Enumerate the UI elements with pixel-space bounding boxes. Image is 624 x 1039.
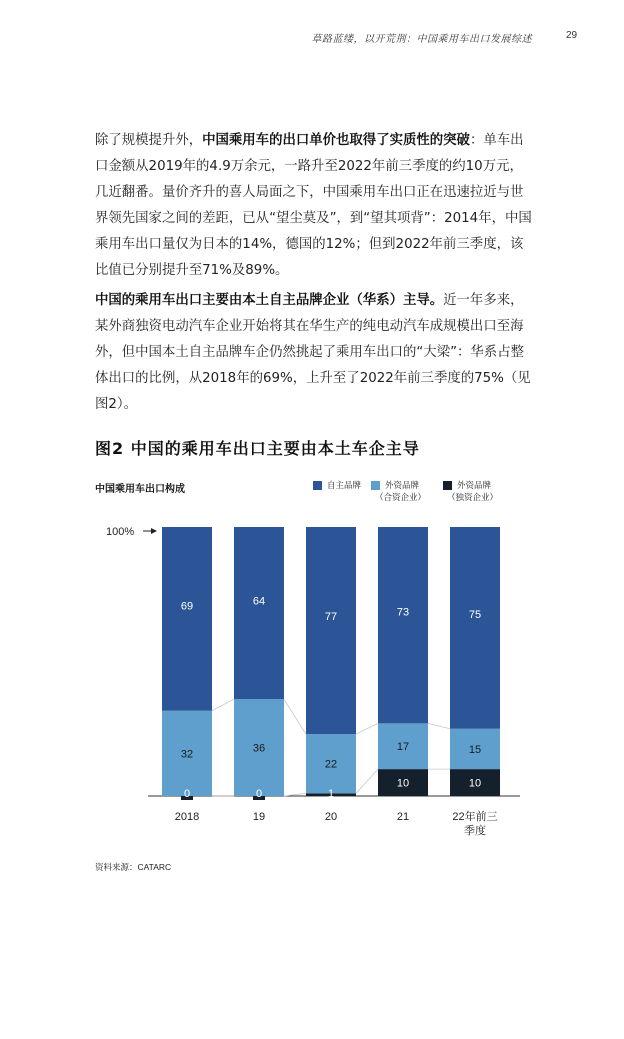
connector-line	[428, 723, 450, 728]
data-label: 22	[324, 758, 338, 771]
x-tick-label: 季度	[464, 825, 486, 837]
page-number: 29	[566, 30, 578, 41]
bar-segment	[450, 527, 500, 729]
legend-sublabel: （独资企业）	[447, 493, 499, 503]
legend-label: 外资品牌	[385, 481, 420, 491]
source-note: 资料来源：CATARC	[95, 862, 172, 872]
paragraph-body: 近一年多来，某外商独资电动汽车企业开始将其在华生产的纯电动汽车成规模出口至海外，但中国本土自主品牌车企仍然挑起了乘用车出口的“大梁”：华系占整体出口的比例，从2018年的69%，上升至了2022年前三季度的75%（见图2）。	[95, 293, 531, 412]
bar-segment	[378, 527, 428, 723]
chart-plot-area	[148, 527, 520, 837]
data-label: 10	[468, 777, 482, 790]
x-tick-label: 2018	[174, 811, 200, 823]
bar-segment	[234, 527, 284, 699]
data-label: 32	[180, 748, 194, 761]
data-label: 73	[396, 606, 410, 619]
hundred-percent-label: 100%	[106, 526, 135, 538]
paragraph-bold-lead: 中国的乘用车出口主要由本土自主品牌企业（华系）主导。	[95, 293, 444, 308]
data-label: 64	[252, 595, 266, 608]
data-label: 0	[183, 788, 191, 800]
connector-line	[212, 699, 234, 711]
x-tick-label: 21	[396, 811, 410, 823]
data-label: 69	[180, 600, 194, 613]
running-title: 草路蓝缕，以开荒荆：中国乘用车出口发展综述	[311, 34, 532, 45]
bar-segment	[306, 527, 356, 734]
data-label: 17	[396, 741, 410, 754]
legend-label: 外资品牌	[457, 481, 492, 491]
connector-line	[356, 723, 378, 734]
data-label: 10	[396, 777, 410, 790]
connector-line	[356, 769, 378, 793]
bar-segment	[162, 527, 212, 711]
data-label: 77	[324, 611, 338, 624]
data-label: 1	[327, 788, 335, 800]
data-label: 36	[252, 742, 266, 755]
data-label: 75	[468, 608, 482, 621]
paragraph-lead: 除了规模提升外，	[95, 133, 203, 148]
connector-line	[284, 699, 306, 734]
paragraph-bold-lead: 中国乘用车的出口单价也取得了实质性的突破	[202, 133, 470, 148]
chart-subtitle: 中国乘用车出口构成	[95, 484, 185, 495]
data-label: 15	[468, 743, 482, 756]
legend-sublabel: （合资企业）	[375, 493, 427, 503]
hundred-percent-arrow-icon	[151, 528, 157, 534]
data-label: 0	[255, 788, 263, 800]
paragraph-body: ：单车出口金额从2019年的4.9万余元，一路升至2022年前三季度的约10万元，几近翻番。量价齐升的喜人局面之下，中国乘用车出口正在迅速拉近与世界领先国家之间的差距，已从“望尘莫及”，到“望其项背”：2014年，中国乘用车出口量仅为日本的14%，德国的12%；但到2022年前三季度，该比值已分别提升至71%及89%。	[95, 133, 532, 278]
x-tick-label: 20	[324, 811, 338, 823]
legend-label: 自主品牌	[327, 481, 362, 491]
x-tick-label: 22年前三	[452, 811, 498, 823]
figure-title: 图2 中国的乘用车出口主要由本土车企主导	[95, 439, 420, 458]
x-tick-label: 19	[252, 811, 266, 823]
